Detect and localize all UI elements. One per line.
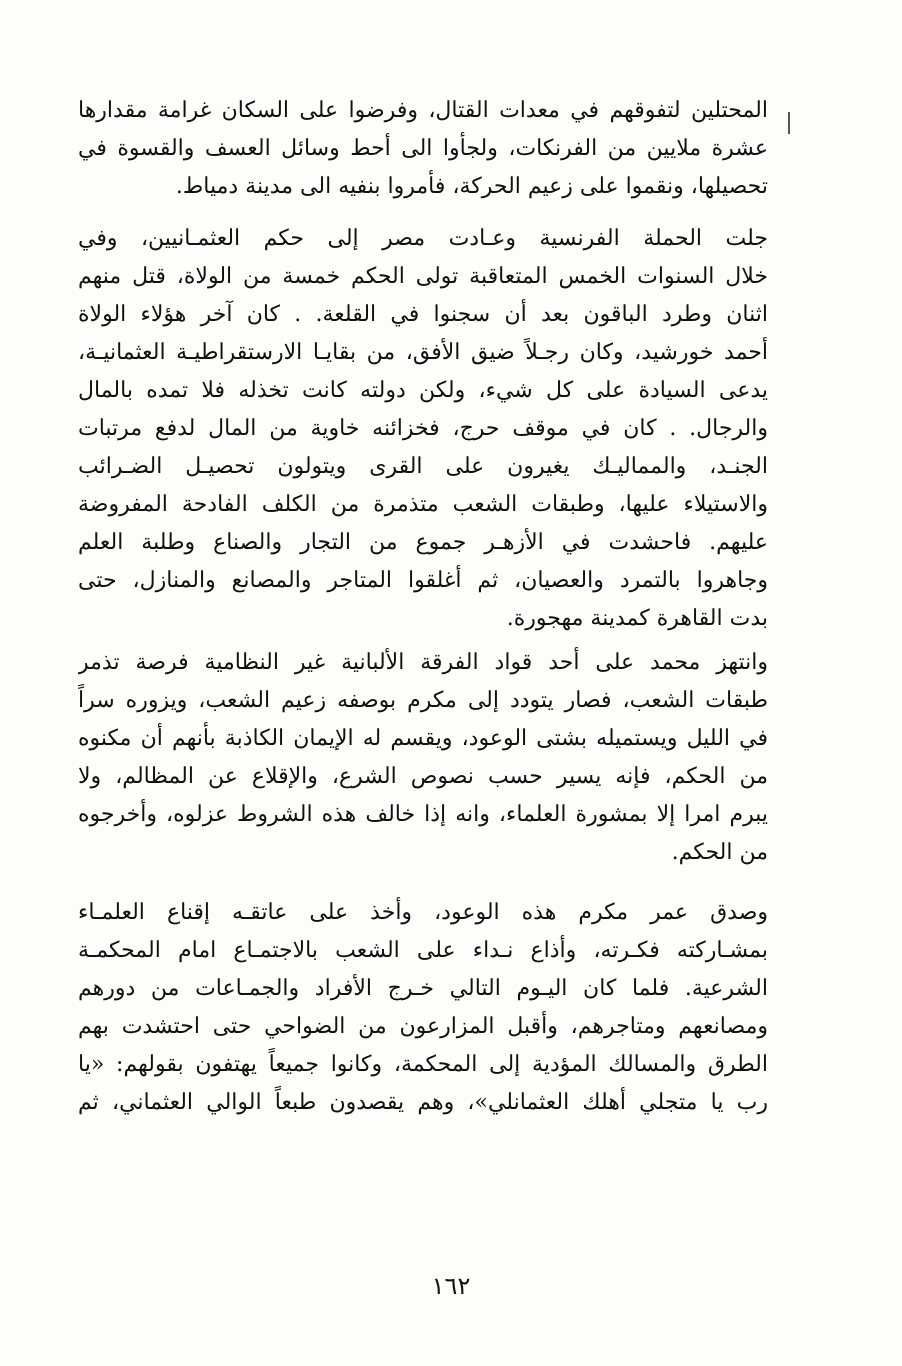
text-line: يبرم امرا إلا بمشورة العلماء، وانه إذا خالف هذه الشروط عزلوه، وأخرجوه	[78, 802, 768, 827]
paragraph-3	[78, 644, 768, 872]
text-line: خلال السنوات الخمس المتعاقبة تولى الحكم خمسة من الولاة، قتل منهم	[78, 264, 768, 289]
text-line: أحمد خورشيد، وكان رجـلاً ضيق الأفق، من بقايـا الارستقراطيـة العثمانيـة،	[78, 340, 768, 365]
text-line: طبقات الشعب، فصار يتودد إلى مكرم بوصفه زعيم الشعب، ويزوره سراً	[78, 688, 768, 713]
text-line: الشرعية. فلما كان اليـوم التالي خـرج الأفراد والجمـاعات من دورهم	[78, 976, 768, 1001]
text-line: وانتهز محمد على أحد قواد الفرقة الألبانية غير النظامية فرصة تذمر	[78, 650, 768, 675]
text-line: والرجال. . كان في موقف حرج، فخزائنه خاوية من المال لدفع مرتبات	[78, 416, 768, 441]
paragraph-4	[78, 894, 768, 1122]
text-line: اثنان وطرد الباقون بعد أن سجنوا في القلعة. . كان آخر هؤلاء الولاة	[78, 302, 768, 327]
paragraph-spacer	[78, 872, 768, 894]
text-line: جلت الحملة الفرنسية وعـادت مصر إلى حكم العثمـانيين، وفي	[78, 226, 768, 251]
text-line: الجنـد، والمماليـك يغيرون على القرى ويتولون تحصيـل الضـرائب	[78, 454, 768, 479]
text-line: من الحكم، فإنه يسير حسب نصوص الشرع، والإقلاع عن المظالم، ولا	[78, 764, 768, 789]
text-line: بمشـاركته فكـرته، وأذاع نـداء على الشعب بالاجتمـاع امام المحكمـة	[78, 938, 768, 963]
text-line: ومصانعهم ومتاجرهم، وأقبل المزارعون من الضواحي حتى احتشدت بهم	[78, 1014, 768, 1039]
text-line: رب يا متجلي أهلك العثمانلي»، وهم يقصدون طبعاً الوالي العثماني، ثم	[78, 1090, 768, 1115]
page-number: ١٦٢	[431, 1272, 471, 1300]
text-line: في الليل ويستميله بشتى الوعود، ويقسم له الإيمان الكاذبة بأنهم أن مكنوه	[78, 726, 768, 751]
text-column	[78, 92, 768, 1122]
text-line: وجاهروا بالتمرد والعصيان، ثم أغلقوا المتاجر والمصانع والمنازل، حتى	[78, 568, 768, 593]
text-line: يدعى السيادة على كل شيء، ولكن دولته كانت تخذله فلا تمده بالمال	[78, 378, 768, 403]
text-line: والاستيلاء عليها، وطبقات الشعب متذمرة من الكلف الفادحة المفروضة	[78, 492, 768, 517]
text-line: عشرة ملايين من الفرنكات، ولجأوا الى أحط وسائل العسف والقسوة في	[78, 136, 768, 161]
text-line: الطرق والمسالك المؤدية إلى المحكمة، وكانوا جميعاً يهتفون بقولهم: «يا	[78, 1052, 768, 1077]
paragraph-spacer	[78, 206, 768, 220]
text-line: عليهم. فاحشدت في الأزهـر جموع من التجار والصناع وطلبة العلم	[78, 530, 768, 555]
paragraph-2	[78, 220, 768, 638]
margin-mark	[788, 112, 790, 134]
paragraph-1	[78, 92, 768, 206]
text-line: بدت القاهرة كمدينة مهجورة.	[506, 606, 768, 631]
text-line: تحصيلها، ونقموا على زعيم الحركة، فأمروا بنفيه الى مدينة دمياط.	[175, 174, 768, 199]
text-line: من الحكم.	[671, 840, 768, 865]
text-line: المحتلين لتفوقهم في معدات القتال، وفرضوا على السكان غرامة مقدارها	[78, 98, 768, 123]
text-line: وصدق عمر مكرم هذه الوعود، وأخذ على عاتقـه إقناع العلمـاء	[78, 900, 768, 925]
